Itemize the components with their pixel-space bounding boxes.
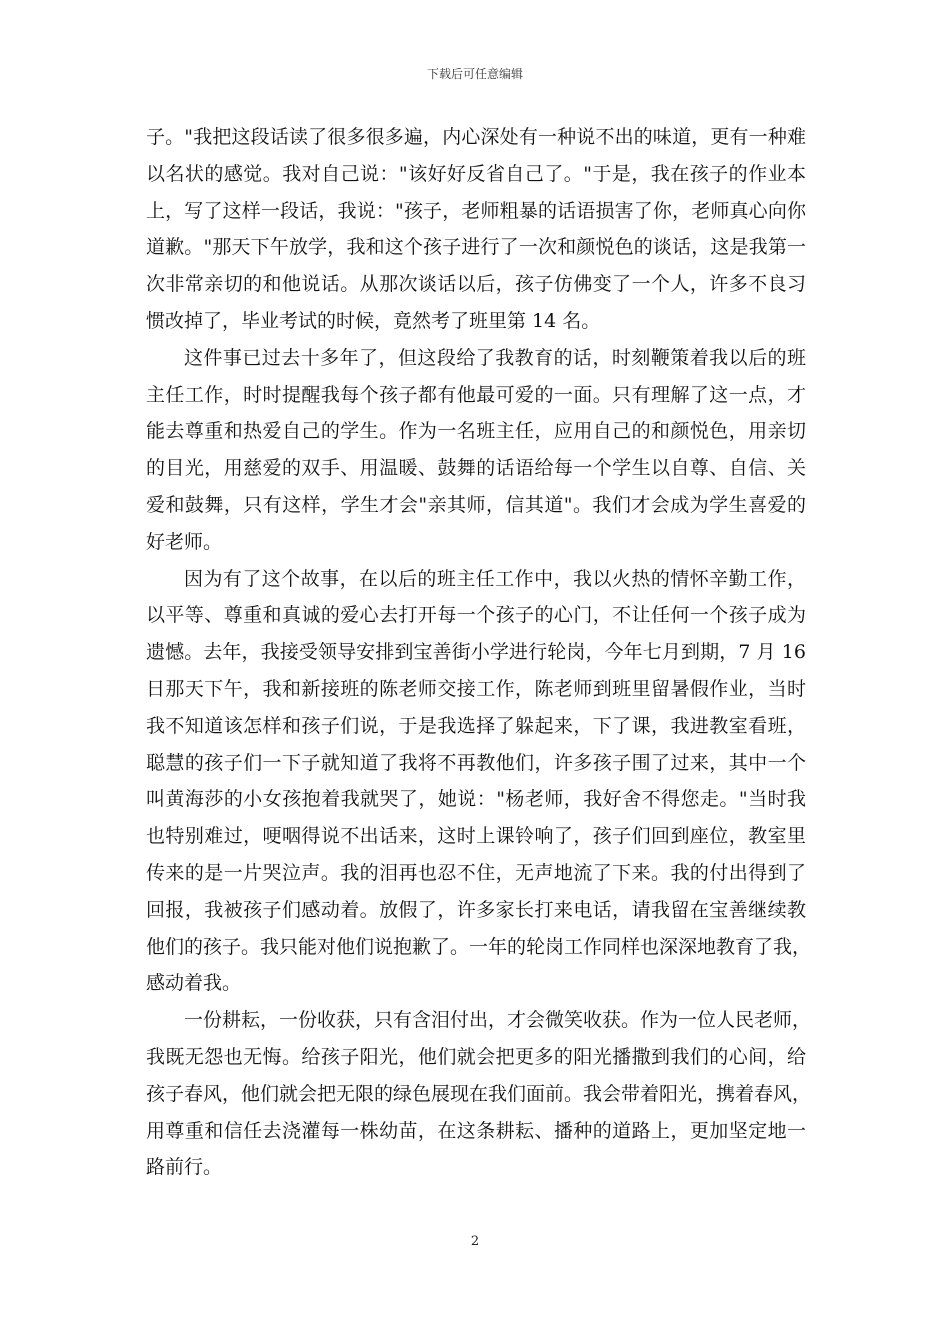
text-line: 感动着我。: [146, 972, 242, 995]
text-line: 回报，我被孩子们感动着。放假了，许多家长打来电话，请我留在宝善继续教: [146, 898, 806, 921]
text-line: 这件事已过去十多年了，但这段给了我教育的话，时刻鞭策着我以后的班: [184, 346, 806, 369]
text-line: 的目光，用慈爱的双手、用温暖、鼓舞的话语给每一个学生以自尊、自信、关: [146, 457, 806, 480]
text-line: 子。"我把这段话读了很多很多遍，内心深处有一种说不出的味道，更有一种难: [146, 126, 806, 148]
document-body: [146, 119, 812, 1186]
text-line: 遗憾。去年，我接受领导安排到宝善街小学进行轮岗，今年七月到期，7 月 16: [146, 641, 806, 664]
page-header: 下载后可任意编辑: [426, 67, 523, 81]
text-line: 用尊重和信任去浇灌每一株幼苗，在这条耕耘、播种的道路上，更加坚定地一: [146, 1119, 806, 1142]
text-line: 能去尊重和热爱自己的学生。作为一名班主任，应用自己的和颜悦色，用亲切: [146, 420, 806, 443]
text-line: 次非常亲切的和他说话。从那次谈话以后，孩子仿佛变了一个人，许多不良习: [146, 273, 806, 296]
page-number: 2: [470, 1234, 480, 1249]
text-line: 也特别难过，哽咽得说不出话来，这时上课铃响了，孩子们回到座位，教室里: [146, 825, 806, 848]
text-line: 好老师。: [146, 530, 223, 553]
text-line: 我不知道该怎样和孩子们说，于是我选择了躲起来，下了课，我进教室看班，: [146, 714, 806, 737]
text-line: 因为有了这个故事，在以后的班主任工作中，我以火热的情怀辛勤工作，: [184, 567, 806, 590]
text-line: 以平等、尊重和真诚的爱心去打开每一个孩子的心门，不让任何一个孩子成为: [146, 604, 806, 627]
paragraph: [146, 340, 806, 561]
text-line: 道歉。"那天下午放学，我和这个孩子进行了一次和颜悦色的谈话，这是我第一: [146, 236, 806, 259]
text-line: 以名状的感觉。我对自己说："该好好反省自己了。"于是，我在孩子的作业本: [146, 162, 806, 185]
text-line: 传来的是一片哭泣声。我的泪再也忍不住，无声地流了下来。我的付出得到了: [146, 861, 806, 884]
text-line: 他们的孩子。我只能对他们说抱歉了。一年的轮岗工作同样也深深地教育了我，: [146, 935, 812, 958]
text-line: 一份耕耘，一份收获，只有含泪付出，才会微笑收获。作为一位人民老师，: [184, 1009, 812, 1032]
text-line: 惯改掉了，毕业考试的时候，竟然考了班里第 14 名。: [146, 309, 601, 332]
text-line: 孩子春风，他们就会把无限的绿色展现在我们面前。我会带着阳光，携着春风，: [146, 1082, 812, 1105]
paragraph: [146, 561, 812, 1003]
text-line: 爱和鼓舞，只有这样，学生才会"亲其师，信其道"。我们才会成为学生喜爱的: [146, 493, 806, 516]
text-line: 我既无怨也无悔。给孩子阳光，他们就会把更多的阳光播撒到我们的心间，给: [146, 1045, 806, 1068]
text-line: 路前行。: [146, 1156, 223, 1179]
text-line: 日那天下午，我和新接班的陈老师交接工作，陈老师到班里留暑假作业，当时: [146, 677, 806, 700]
paragraph: [146, 119, 806, 340]
text-line: 上，写了这样一段话，我说："孩子，老师粗暴的话语损害了你，老师真心向你: [146, 199, 806, 222]
text-line: 主任工作，时时提醒我每个孩子都有他最可爱的一面。只有理解了这一点，才: [146, 383, 806, 406]
text-line: 聪慧的孩子们一下子就知道了我将不再教他们，许多孩子围了过来，其中一个: [146, 751, 806, 774]
text-line: 叫黄海莎的小女孩抱着我就哭了，她说："杨老师，我好舍不得您走。"当时我: [146, 788, 806, 811]
paragraph: [146, 1002, 812, 1186]
